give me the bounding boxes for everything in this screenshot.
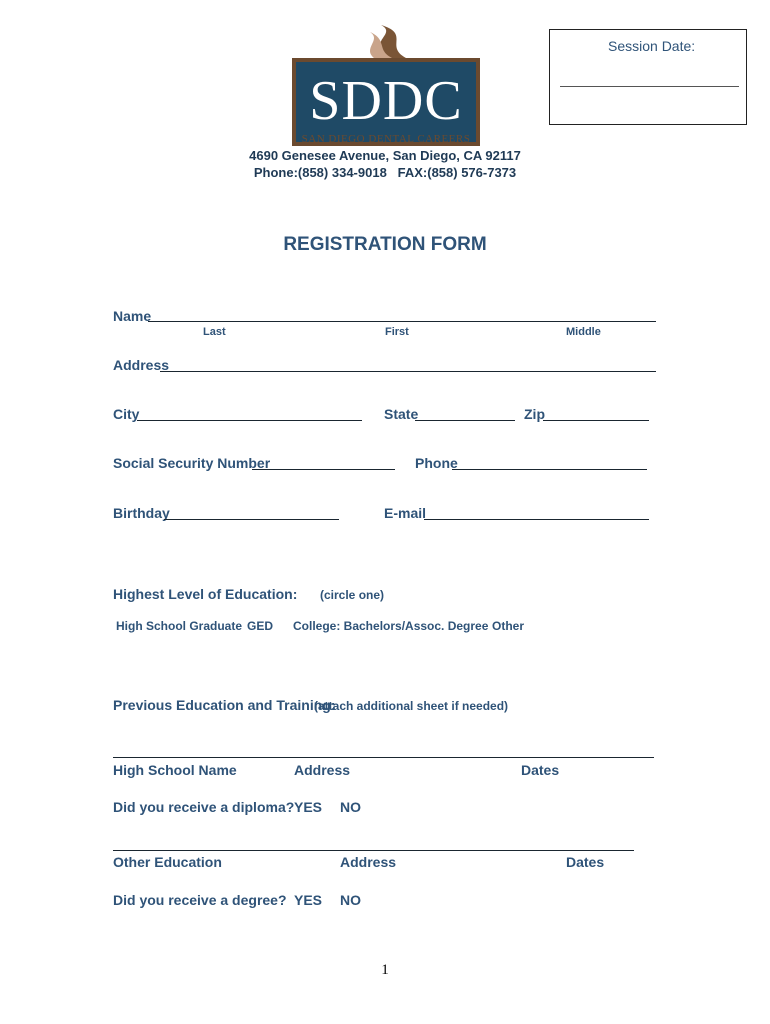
education-option-college[interactable]: College: Bachelors/Assoc. Degree [293, 619, 489, 633]
ssn-field[interactable] [254, 454, 397, 470]
email-field[interactable] [426, 504, 651, 520]
name-last-label: Last [203, 326, 226, 338]
birthday-label: Birthday [113, 505, 170, 521]
degree-question: Did you receive a degree? [113, 892, 287, 908]
address-label: Address [113, 357, 170, 373]
session-date-field[interactable] [560, 70, 739, 87]
high-school-name-label: High School Name [113, 762, 237, 778]
high-school-field[interactable] [115, 742, 656, 758]
education-label: Highest Level of Education: [113, 586, 298, 602]
other-education-field[interactable] [115, 835, 636, 851]
logo-text: SDDC [309, 70, 463, 132]
zip-label: Zip [524, 406, 545, 422]
diploma-no-option[interactable]: NO [340, 799, 361, 815]
phone-label: Phone [415, 455, 458, 471]
diploma-yes-option[interactable]: YES [294, 799, 323, 815]
session-date-box [549, 29, 747, 125]
other-education-address-label: Address [340, 854, 397, 870]
education-hint: (circle one) [320, 588, 385, 602]
high-school-dates-label: Dates [521, 762, 560, 778]
high-school-address-label: Address [294, 762, 351, 778]
birthday-field[interactable] [166, 504, 341, 520]
school-contact: Phone:(858) 334-9018 FAX:(858) 576-7373 [253, 165, 517, 180]
city-label: City [113, 406, 140, 422]
form-title: REGISTRATION FORM [283, 234, 487, 255]
name-first-label: First [385, 326, 409, 338]
education-option-other[interactable]: Other [492, 619, 525, 633]
logo-school-name: SAN DIEGO DENTAL CAREERS [301, 133, 471, 145]
ssn-label: Social Security Number [113, 455, 271, 471]
name-label: Name [113, 308, 152, 324]
education-option-ged[interactable]: GED [247, 619, 274, 633]
session-date-label: Session Date: [608, 38, 696, 54]
city-field[interactable] [139, 405, 364, 421]
sddc-logo [286, 22, 486, 147]
degree-yes-option[interactable]: YES [294, 892, 323, 908]
state-label: State [384, 406, 419, 422]
name-middle-label: Middle [566, 326, 601, 338]
other-education-dates-label: Dates [566, 854, 605, 870]
school-address: 4690 Genesee Avenue, San Diego, CA 92117 [249, 148, 521, 163]
diploma-question: Did you receive a diploma? [113, 799, 295, 815]
email-label: E-mail [384, 505, 427, 521]
education-option-hs[interactable]: High School Graduate [116, 619, 243, 633]
previous-education-hint: (attach additional sheet if needed) [314, 699, 509, 713]
page-number: 1 [381, 962, 389, 978]
previous-education-label: Previous Education and Training: [113, 697, 336, 713]
address-field[interactable] [162, 356, 658, 372]
phone-field[interactable] [454, 454, 649, 470]
zip-field[interactable] [545, 405, 651, 421]
state-field[interactable] [417, 405, 517, 421]
name-field[interactable] [150, 306, 658, 322]
other-education-name-label: Other Education [113, 854, 222, 870]
degree-no-option[interactable]: NO [340, 892, 361, 908]
